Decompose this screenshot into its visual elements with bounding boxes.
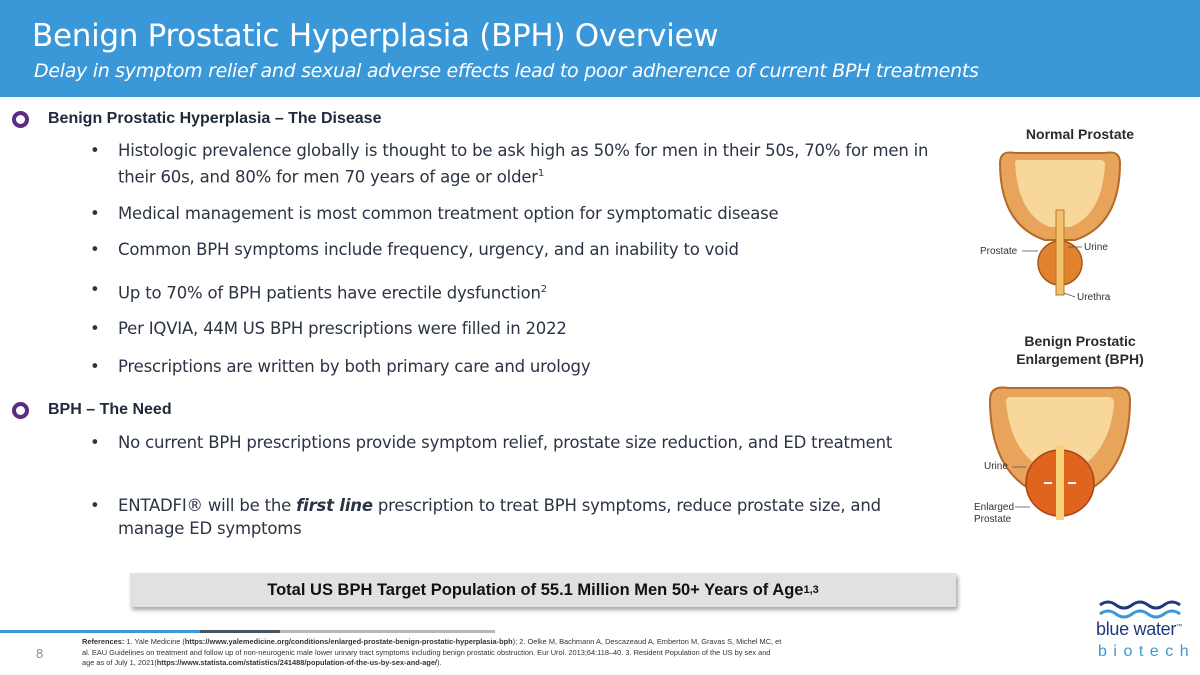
list-item-text: Prescriptions are written by both primary care and urology: [118, 357, 591, 376]
list-item-text: prescription to treat BPH symptoms, reduce prostate size, and manage ED symptoms: [118, 496, 881, 538]
references-label: References:: [82, 637, 125, 646]
reference-link-statista[interactable]: https://www.statista.com/statistics/241488/population-of-the-us-by-sex-and-age/: [156, 658, 437, 667]
enlarged-prostate-label: Prostate: [974, 514, 1012, 525]
prostate-label: Prostate: [980, 246, 1018, 257]
page-number: 8: [36, 646, 44, 661]
footnote-ref: 1,3: [803, 584, 819, 596]
reference-link-yale[interactable]: https://www.yalemedicine.org/conditions/enlarged-prostate-benign-prostatic-hyperplasia-bph: [184, 637, 513, 646]
normal-prostate-title: Normal Prostate: [1025, 126, 1135, 142]
page-title: Benign Prostatic Hyperplasia (BPH) Overview: [32, 18, 719, 54]
enlarged-label: Enlarged: [974, 502, 1015, 513]
section-heading-disease: [12, 110, 381, 128]
bph-urine-label: Urine: [984, 461, 1008, 472]
section-heading-need: [12, 401, 172, 419]
list-item: [90, 139, 930, 189]
reference-text: 3. Resident Population of the US by sex and age as of July 1, 2021(: [82, 647, 771, 667]
bullet-dot-icon: •: [90, 433, 100, 452]
bph-title-line2: Enlargement (BPH): [1016, 351, 1144, 367]
reference-text: ).: [437, 658, 442, 667]
list-item: [90, 278, 930, 305]
footnote-ref: 1: [537, 168, 545, 179]
logo-text-secondary: biotech: [1098, 643, 1196, 660]
bullet-dot-icon: •: [90, 280, 100, 299]
list-item: [90, 202, 930, 225]
list-item-text: ENTADFI® will be the: [118, 496, 297, 515]
footer-rule-dark: [200, 630, 280, 633]
bullet-dot-icon: •: [90, 141, 100, 160]
urethra-label: Urethra: [1077, 292, 1111, 303]
list-item: [90, 355, 930, 378]
urethra-channel: [1056, 210, 1064, 295]
footer-rule-blue: [0, 630, 200, 633]
list-item: [90, 431, 930, 454]
section-heading-label: Benign Prostatic Hyperplasia – The Disease: [48, 110, 382, 127]
emphasis-text: first line: [296, 496, 373, 515]
prostate-diagram: [960, 115, 1190, 535]
section-heading-label: BPH – The Need: [48, 401, 172, 418]
list-item-text: Common BPH symptoms include frequency, urgency, and an inability to void: [118, 240, 739, 259]
prostate-illustration: [960, 115, 1190, 535]
trademark-mark: ™: [1176, 624, 1182, 630]
bullet-dot-icon: •: [90, 204, 100, 223]
wave-logo-icon: [1096, 595, 1196, 621]
list-item-text: Per IQVIA, 44M US BPH prescriptions were filled in 2022: [118, 319, 567, 338]
logo-text-primary: blue water: [1096, 619, 1177, 639]
references: [82, 637, 782, 669]
blue-water-biotech-logo: [1092, 595, 1194, 670]
reference-text: 1. Yale Medicine (: [124, 637, 185, 646]
bullet-dot-icon: •: [90, 357, 100, 376]
target-population-callout: [130, 573, 956, 607]
list-item: [90, 317, 930, 340]
bullet-dot-icon: •: [90, 319, 100, 338]
reference-text: ); 2. Oelke M, Bachmann A, Descazeaud A, Emberton M, Gravas S, Michel MC, et al. EAU Guidelines on treatment and follow up of non-neurogenic male lower urinary tract symptoms including benign prostatic obstruction. Eur Urol. 2013;64:118–40.: [82, 637, 782, 657]
footer-rule-grey: [280, 630, 495, 633]
list-item: [90, 238, 930, 261]
callout-text: Total US BPH Target Population of 55.1 Million Men 50+ Years of Age: [267, 580, 804, 599]
list-item-text: Medical management is most common treatment option for symptomatic disease: [118, 204, 779, 223]
list-item-text: Histologic prevalence globally is thought to be ask high as 50% for men in their 50s, 70% for men in their 60s, and 80% for men 70 years of age or older: [118, 141, 929, 187]
list-item-text: Up to 70% of BPH patients have erectile dysfunction: [118, 283, 541, 303]
bullet-dot-icon: •: [90, 240, 100, 259]
bph-urethra-channel: [1056, 445, 1064, 520]
bullet-dot-icon: •: [90, 496, 100, 515]
list-item: [90, 494, 930, 540]
ring-bullet-icon: [12, 111, 29, 128]
page-subtitle: Delay in symptom relief and sexual adverse effects lead to poor adherence of current BPH treatments: [34, 60, 979, 82]
ring-bullet-icon: [12, 402, 29, 419]
list-item-text: No current BPH prescriptions provide symptom relief, prostate size reduction, and ED treatment: [118, 433, 893, 452]
bph-title-line1: Benign Prostatic: [1024, 333, 1136, 349]
header-banner: [0, 0, 1200, 97]
urine-label: Urine: [1084, 242, 1108, 253]
footnote-ref: 2: [540, 284, 547, 295]
